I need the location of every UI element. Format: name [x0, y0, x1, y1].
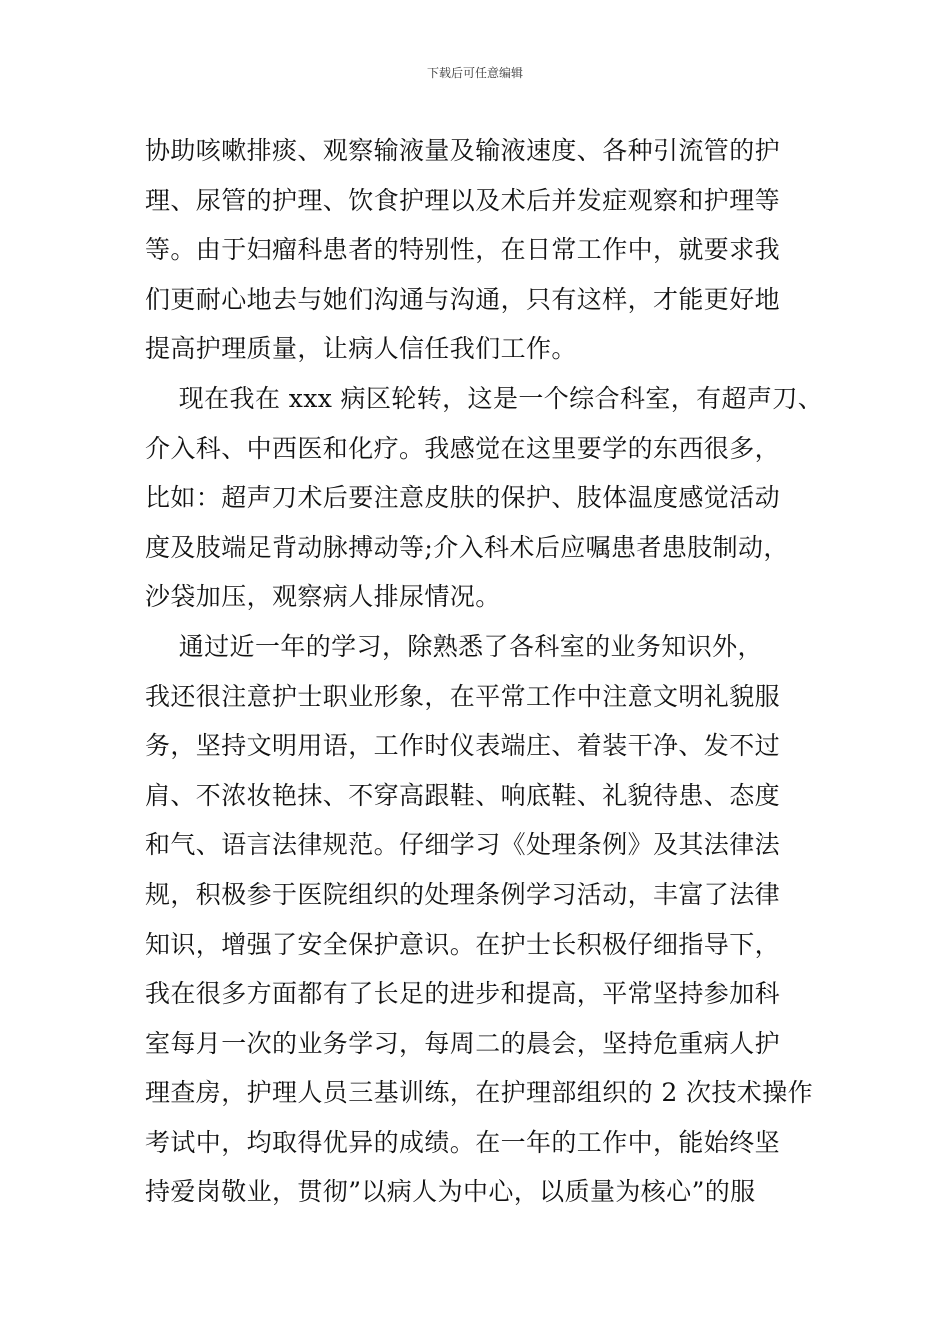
text-line: 我在很多方面都有了长足的进步和提高，平常坚持参加科 — [145, 979, 781, 1009]
text-line: 们更耐心地去与她们沟通与沟通，只有这样，才能更好地 — [145, 284, 781, 314]
text-line: 室每月一次的业务学习，每周二的晨会，坚持危重病人护 — [145, 1028, 781, 1058]
text-line: 现在我在 xxx 病区轮转，这是一个综合科室，有超声刀、 — [145, 383, 824, 413]
text-line: 理、尿管的护理、饮食护理以及术后并发症观察和护理等 — [145, 185, 781, 215]
text-line: 我还很注意护士职业形象，在平常工作中注意文明礼貌服 — [145, 681, 781, 711]
text-line: 知识，增强了安全保护意识。在护士长积极仔细指导下， — [145, 929, 781, 959]
text-line: 持爱岗敬业，贯彻”以病人为中心，以质量为核心”的服 — [145, 1177, 756, 1207]
text-line: 考试中，均取得优异的成绩。在一年的工作中，能始终坚 — [145, 1127, 781, 1157]
text-line: 等。由于妇瘤科患者的特别性，在日常工作中，就要求我 — [145, 235, 781, 265]
text-line: 比如：超声刀术后要注意皮肤的保护、肢体温度感觉活动 — [145, 483, 781, 513]
text-line: 和气、语言法律规范。仔细学习《处理条例》及其法律法 — [145, 830, 781, 860]
page-header-note: 下载后可任意编辑 — [426, 66, 523, 80]
text-line: 通过近一年的学习，除熟悉了各科室的业务知识外， — [145, 631, 763, 661]
text-line: 介入科、中西医和化疗。我感觉在这里要学的东西很多， — [145, 433, 781, 463]
text-line: 规，积极参于医院组织的处理条例学习活动，丰富了法律 — [145, 879, 781, 909]
text-line: 务，坚持文明用语，工作时仪表端庄、着装干净、发不过 — [145, 731, 781, 761]
document-body — [145, 126, 824, 1217]
text-line: 肩、不浓妆艳抹、不穿高跟鞋、响底鞋、礼貌待患、态度 — [145, 780, 781, 810]
text-line: 理查房，护理人员三基训练，在护理部组织的 2 次技术操作 — [145, 1078, 814, 1108]
text-line: 协助咳嗽排痰、观察输液量及输液速度、各种引流管的护 — [145, 136, 781, 165]
text-line: 度及肢端足背动脉搏动等;介入科术后应嘱患者患肢制动， — [145, 532, 789, 562]
text-line: 提高护理质量，让病人信任我们工作。 — [145, 334, 577, 364]
text-line: 沙袋加压，观察病人排尿情况。 — [145, 582, 501, 612]
